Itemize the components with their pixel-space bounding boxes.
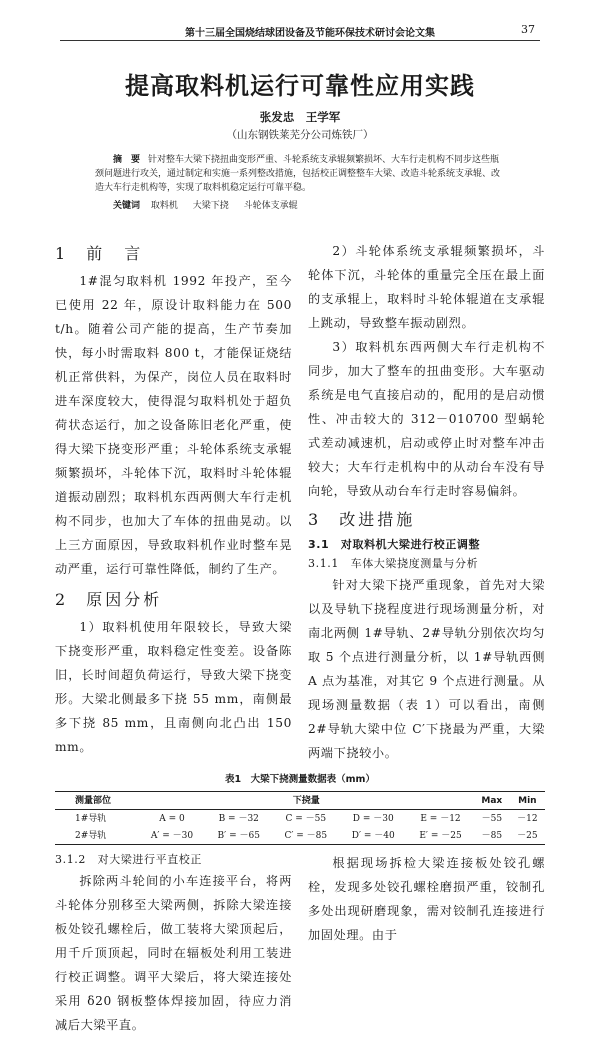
cell: E = －12: [420, 813, 461, 824]
subsubsection-heading: 3.1.2 对大梁进行平直校正: [55, 853, 202, 866]
right-column-top: [308, 239, 545, 765]
keyword: 取料机: [150, 201, 178, 211]
section-title: 原因分析: [86, 590, 163, 609]
cell: －12: [517, 813, 538, 824]
header-deflection: 下挠量: [139, 792, 474, 810]
cell: －85: [481, 830, 503, 841]
left-column-bottom: [55, 851, 292, 1037]
keywords: [95, 199, 505, 213]
cell: D = －30: [352, 813, 394, 824]
abstract-text: 针对整车大梁下挠扭曲变形严重、斗轮系统支承辊频繁损坏、大车行走机构不同步这些瓶颈问题进行攻关，通过制定和实施一系列整改措施，包括校正调整整车大梁、改造斗轮系统支承辊、改造大车行走机构等，实现了取料机稳定运行可靠平稳。: [95, 155, 501, 193]
cell: C′ = －85: [284, 830, 328, 841]
table-caption: 表1 大梁下挠测量数据表（mm）: [225, 774, 375, 785]
cell: －25: [517, 830, 538, 841]
paragraph: 针对大梁下挠严重现象，首先对大梁以及导轨下挠程度进行现场测量分析，对南北两侧 1#导轨、2#导轨分别依次均匀取 5 个点进行测量分析，以 1#导轨西侧 A 点为基准，对其它 9 个点进行测量。从现场测量数据（表 1）可以看出，南侧 2#导轨大梁中位 C′下挠最为严重，大梁两端下挠较小。: [308, 578, 545, 760]
cell: A = 0: [159, 813, 185, 824]
section-number: 2: [55, 590, 69, 609]
table-row: [55, 827, 545, 845]
paragraph: 1#混匀取料机 1992 年投产，至今已使用 22 年，原设计取料能力在 500 t/h。随着公司产能的提高，生产节奏加快，每小时需取料 800 t，才能保证烧结机正常供料，为保产，岗位人员在取料时进车深度较大，使得混匀取料机处于超负荷状态运行，加之设备陈旧老化严重，使得大梁下挠变形严重；斗轮体系统支承辊频繁损坏，斗轮体下沉，取料时斗轮体辊道振动剧烈；取料机东西两侧大车行走机构不同步，也加大了车体的扭曲晃动。以上三方面原因，导致取料机作业时整车晃动严重，运行可靠性降低，制约了生产。: [55, 274, 292, 576]
paragraph: 1）取料机使用年限较长，导致大梁下挠变形严重，取料稳定性变差。设备陈旧，长时间超负荷运行，导致大梁下挠变形。大梁北侧最多下挠 55 mm，南侧最多下挠 85 mm，且南侧向北凸出 150 mm。: [55, 620, 292, 754]
header-max: Max: [474, 792, 510, 810]
affiliation: （山东钢铁莱芜分公司炼铁厂）: [226, 129, 374, 141]
columns-bottom: [55, 851, 545, 1037]
cell: A′ = －30: [150, 830, 194, 841]
subsection-heading: 3.1 对取料机大梁进行校正调整: [308, 538, 481, 551]
section-heading-1: [55, 239, 292, 269]
paragraph: 根据现场拆检大梁连接板处铰孔螺栓，发现多处铰孔螺栓磨损严重，铰制孔多处出现研磨现象，需对铰制孔连接进行加固处理。由于: [308, 856, 545, 942]
cell: B′ = －65: [217, 830, 260, 841]
keyword: 大梁下挠: [192, 201, 229, 211]
cell: E′ = －25: [419, 830, 462, 841]
running-head: [60, 22, 540, 41]
table-header-row: [55, 792, 545, 810]
paragraph: 2）斗轮体系统支承辊频繁损坏，斗轮体下沉，斗轮体的重量完全压在最上面的支承辊上，取料时斗轮体辊道在支承辊上跳动，导致整车振动剧烈。: [308, 244, 545, 330]
right-column-bottom: [308, 851, 545, 947]
section-title: 改进措施: [339, 510, 416, 529]
keywords-label: 关键词: [113, 201, 141, 211]
abstract: [95, 153, 505, 195]
section-heading-2: [55, 585, 292, 615]
header-position: 测量部位: [55, 792, 139, 810]
cell: 2#导轨: [75, 830, 107, 841]
abstract-label: 摘 要: [113, 155, 141, 165]
section-number: 3: [308, 510, 322, 529]
paragraph: 拆除两斗轮间的小车连接平台，将两斗轮体分别移至大梁两侧，拆除大梁连接板处铰孔螺栓后，做工装将大梁顶起后，用千斤顶顶起，同时在辐板处利用工装进行校正调整。调平大梁后，将大梁连接处采用 δ20 钢板整体焊接加固，待应力消减后大梁平直。: [55, 874, 292, 1032]
section-heading-3: [308, 505, 545, 535]
paper-title: 提高取料机运行可靠性应用实践: [125, 72, 475, 100]
columns-top: [55, 239, 545, 765]
left-column-top: [55, 239, 292, 759]
cell: C = －55: [285, 813, 327, 824]
page-number: 37: [521, 23, 535, 36]
section-number: 1: [55, 244, 69, 263]
paragraph: 3）取料机东西两侧大车行走机构不同步，加大了整车的扭曲变形。大车驱动系统是电气直接启动的，配用的是启动惯性、冲击较大的 312－010700 型蜗轮式差动减速机，启动或停止时对整车冲击较大；大车行走机构中的从动台车没有导向轮，导致从动台车行走时容易偏斜。: [308, 340, 545, 498]
keyword: 斗轮体支承辊: [243, 201, 298, 211]
table-row: [55, 810, 545, 828]
cell: D′ = －40: [351, 830, 395, 841]
cell: B = －32: [218, 813, 259, 824]
cell: －55: [481, 813, 503, 824]
proceedings-title: 第十三届全国烧结球团设备及节能环保技术研讨会论文集: [185, 28, 435, 39]
header-min: Min: [510, 792, 545, 810]
section-title: 前 言: [86, 244, 144, 263]
subsubsection-heading: 3.1.1 车体大梁挠度测量与分析: [308, 557, 479, 570]
measurement-table: [55, 791, 545, 845]
cell: 1#导轨: [75, 813, 107, 824]
authors: 张发忠 王学军: [259, 110, 341, 124]
